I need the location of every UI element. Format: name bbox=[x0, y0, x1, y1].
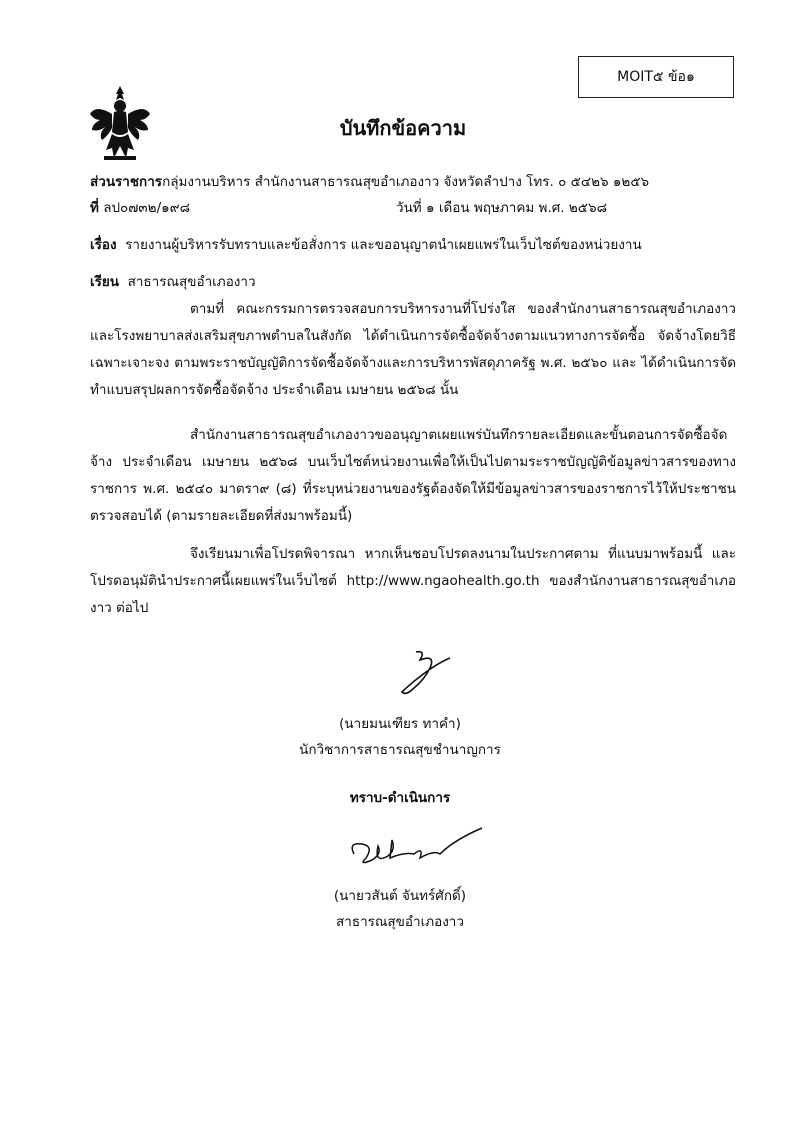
department-label: ส่วนราชการ bbox=[90, 174, 163, 190]
signer-1-name: (นายมนเฑียร ทาคำ) bbox=[339, 716, 461, 732]
document-date: วันที่ ๑ เดือน พฤษภาคม พ.ศ. ๒๕๖๘ bbox=[396, 200, 607, 216]
recipient-label: เรียน bbox=[90, 274, 120, 290]
acknowledge-note: ทราบ-ดำเนินการ bbox=[349, 790, 451, 806]
recipient-line bbox=[90, 270, 256, 292]
signature-1 bbox=[396, 648, 456, 700]
subject-label: เรื่อง bbox=[90, 237, 117, 253]
reference-number: ลป๐๗๓๒/๑๙๘ bbox=[103, 200, 190, 216]
recipient-value: สาธารณสุขอำเภองาว bbox=[127, 274, 256, 290]
paragraph-3-text: จึงเรียนมาเพื่อโปรดพิจารณา หากเห็นชอบโปรดลงนามในประกาศตาม ที่แนบมาพร้อมนี้ และโปรดอนุมัตินำประกาศนี้เผยแพร่ในเว็บไซต์ http://www.ngaohealth.go.th ของสำนักงานสาธารณสุขอำเภองาว ต่อไป bbox=[90, 546, 736, 616]
paragraph-2-text: สำนักงานสาธารณสุขอำเภองาวขออนุญาตเผยแพร่บันทึกรายละเอียดและขั้นตอนการจัดซื้อจัดจ้าง ประจำเดือน เมษายน ๒๕๖๘ บนเว็บไซต์หน่วยงานเพื่อให้เป็นไปตามระราชบัญญัติข้อมูลข่าวสารของทางราชการ พ.ศ. ๒๕๔๐ มาตรา๙ (๘) ที่ระบุหน่วยงานของรัฐต้องจัดให้มีข้อมูลข่าวสารของราชการไว้ให้ประชาชนตรวจสอบได้ (ตามรายละเอียดที่ส่งมาพร้อมนี้) bbox=[90, 427, 736, 524]
paragraph-2 bbox=[90, 422, 736, 530]
signer-1-position: นักวิชาการสาธารณสุขชำนาญการ bbox=[299, 742, 501, 758]
paragraph-3 bbox=[90, 541, 736, 622]
memo-title: บันทึกข้อความ bbox=[339, 116, 467, 140]
document-code-box bbox=[578, 56, 734, 98]
reference-label: ที่ bbox=[90, 200, 99, 216]
signature-2 bbox=[344, 824, 486, 874]
document-code: MOIT๕ ข้อ๑ bbox=[617, 69, 695, 85]
department-value: กลุ่มงานบริหาร สำนักงานสาธารณสุขอำเภองาว จังหวัดลำปาง โทร. ๐ ๕๔๒๖ ๑๒๕๖ bbox=[162, 174, 650, 190]
paragraph-1-text: ตามที่ คณะกรรมการตรวจสอบการบริหารงานที่โปร่งใส ของสำนักงานสาธารณสุขอำเภองาว และโรงพยาบาลส่งเสริมสุขภาพตำบลในสังกัด ได้ดำเนินการจัดซื้อจัดจ้างตามแนวทางการจัดซื้อ จัดจ้างโดยวิธีเฉพาะเจาะจง ตามพระราชบัญญัติการจัดซื้อจัดจ้างและการบริหารพัสดุภาครัฐ พ.ศ. ๒๕๖๐ และ ได้ดำเนินการจัดทำแบบสรุปผลการจัดซื้อจัดจ้าง ประจำเดือน เมษายน ๒๕๖๘ นั้น bbox=[90, 301, 736, 398]
department-line bbox=[90, 170, 649, 192]
signer-2-name: (นายวสันต์ จันทร์ศักดิ์) bbox=[333, 888, 467, 904]
paragraph-1 bbox=[90, 296, 736, 404]
reference-line bbox=[90, 196, 190, 218]
subject-value: รายงานผู้บริหารรับทราบและข้อสั่งการ และขออนุญาตนำเผยแพร่ในเว็บไซต์ของหน่วยงาน bbox=[125, 237, 642, 253]
subject-line bbox=[90, 233, 642, 255]
signer-2-position: สาธารณสุขอำเภองาว bbox=[336, 914, 464, 930]
